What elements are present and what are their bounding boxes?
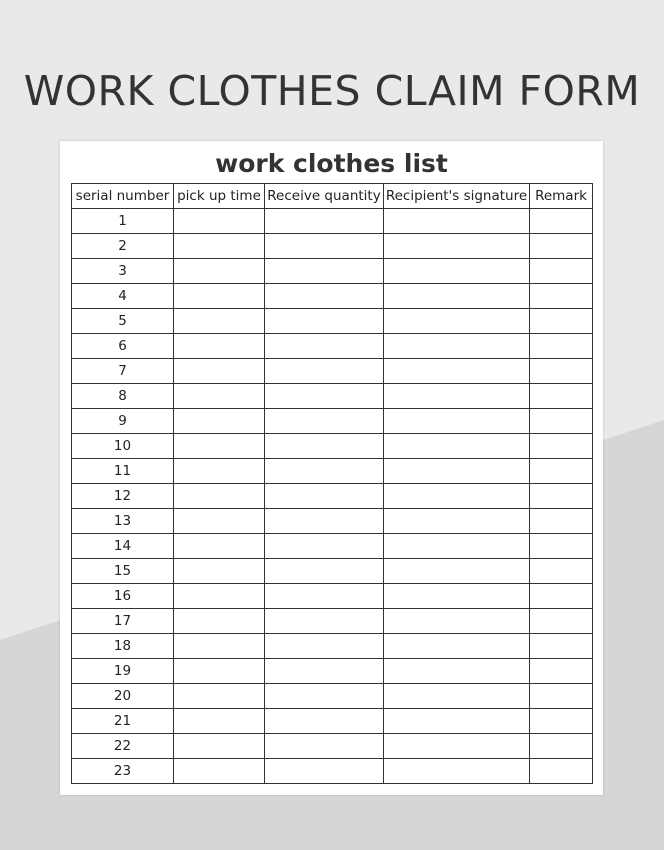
pick-up-time-cell[interactable] bbox=[174, 384, 265, 409]
table-row bbox=[72, 359, 593, 384]
receive-quantity-cell[interactable] bbox=[265, 609, 384, 634]
pick-up-time-cell[interactable] bbox=[174, 709, 265, 734]
remark-cell[interactable] bbox=[530, 684, 593, 709]
table-row bbox=[72, 509, 593, 534]
receive-quantity-cell[interactable] bbox=[265, 434, 384, 459]
table-row bbox=[72, 609, 593, 634]
receive-quantity-cell[interactable] bbox=[265, 334, 384, 359]
remark-cell[interactable] bbox=[530, 434, 593, 459]
remark-cell[interactable] bbox=[530, 359, 593, 384]
receive-quantity-cell[interactable] bbox=[265, 534, 384, 559]
receive-quantity-cell[interactable] bbox=[265, 384, 384, 409]
table-row bbox=[72, 384, 593, 409]
pick-up-time-cell[interactable] bbox=[174, 334, 265, 359]
remark-cell[interactable] bbox=[530, 734, 593, 759]
recipient-signature-cell[interactable] bbox=[384, 609, 530, 634]
receive-quantity-cell[interactable] bbox=[265, 584, 384, 609]
recipient-signature-cell[interactable] bbox=[384, 709, 530, 734]
table-row bbox=[72, 409, 593, 434]
pick-up-time-cell[interactable] bbox=[174, 434, 265, 459]
remark-cell[interactable] bbox=[530, 609, 593, 634]
table-row bbox=[72, 234, 593, 259]
table-header-row bbox=[72, 184, 593, 209]
serial-number-cell: 21 bbox=[72, 709, 174, 734]
serial-number-cell: 19 bbox=[72, 659, 174, 684]
recipient-signature-cell[interactable] bbox=[384, 484, 530, 509]
column-header-serial-number: serial number bbox=[72, 184, 174, 209]
receive-quantity-cell[interactable] bbox=[265, 409, 384, 434]
recipient-signature-cell[interactable] bbox=[384, 659, 530, 684]
receive-quantity-cell[interactable] bbox=[265, 509, 384, 534]
recipient-signature-cell[interactable] bbox=[384, 209, 530, 234]
receive-quantity-cell[interactable] bbox=[265, 259, 384, 284]
serial-number-cell: 2 bbox=[72, 234, 174, 259]
serial-number-cell: 14 bbox=[72, 534, 174, 559]
recipient-signature-cell[interactable] bbox=[384, 384, 530, 409]
receive-quantity-cell[interactable] bbox=[265, 234, 384, 259]
pick-up-time-cell[interactable] bbox=[174, 484, 265, 509]
recipient-signature-cell[interactable] bbox=[384, 259, 530, 284]
remark-cell[interactable] bbox=[530, 384, 593, 409]
serial-number-cell: 3 bbox=[72, 259, 174, 284]
recipient-signature-cell[interactable] bbox=[384, 509, 530, 534]
remark-cell[interactable] bbox=[530, 584, 593, 609]
table-row bbox=[72, 584, 593, 609]
recipient-signature-cell[interactable] bbox=[384, 334, 530, 359]
table-row bbox=[72, 459, 593, 484]
table-row bbox=[72, 284, 593, 309]
remark-cell[interactable] bbox=[530, 409, 593, 434]
table-row bbox=[72, 759, 593, 784]
remark-cell[interactable] bbox=[530, 259, 593, 284]
remark-cell[interactable] bbox=[530, 759, 593, 784]
recipient-signature-cell[interactable] bbox=[384, 309, 530, 334]
serial-number-cell: 15 bbox=[72, 559, 174, 584]
table-body bbox=[72, 209, 593, 784]
table-row bbox=[72, 309, 593, 334]
receive-quantity-cell[interactable] bbox=[265, 559, 384, 584]
recipient-signature-cell[interactable] bbox=[384, 434, 530, 459]
column-header-pick-up-time: pick up time bbox=[174, 184, 265, 209]
remark-cell[interactable] bbox=[530, 234, 593, 259]
recipient-signature-cell[interactable] bbox=[384, 684, 530, 709]
pick-up-time-cell[interactable] bbox=[174, 659, 265, 684]
remark-cell[interactable] bbox=[530, 634, 593, 659]
table-row bbox=[72, 634, 593, 659]
column-header-recipient-signature: Recipient's signature bbox=[384, 184, 530, 209]
serial-number-cell: 10 bbox=[72, 434, 174, 459]
recipient-signature-cell[interactable] bbox=[384, 734, 530, 759]
pick-up-time-cell[interactable] bbox=[174, 284, 265, 309]
table-row bbox=[72, 659, 593, 684]
serial-number-cell: 20 bbox=[72, 684, 174, 709]
table-row bbox=[72, 334, 593, 359]
receive-quantity-cell[interactable] bbox=[265, 759, 384, 784]
receive-quantity-cell[interactable] bbox=[265, 484, 384, 509]
receive-quantity-cell[interactable] bbox=[265, 309, 384, 334]
pick-up-time-cell[interactable] bbox=[174, 609, 265, 634]
serial-number-cell: 5 bbox=[72, 309, 174, 334]
table-row bbox=[72, 559, 593, 584]
serial-number-cell: 4 bbox=[72, 284, 174, 309]
pick-up-time-cell[interactable] bbox=[174, 259, 265, 284]
table-row bbox=[72, 709, 593, 734]
receive-quantity-cell[interactable] bbox=[265, 209, 384, 234]
remark-cell[interactable] bbox=[530, 509, 593, 534]
serial-number-cell: 11 bbox=[72, 459, 174, 484]
remark-cell[interactable] bbox=[530, 459, 593, 484]
serial-number-cell: 12 bbox=[72, 484, 174, 509]
table-row bbox=[72, 734, 593, 759]
recipient-signature-cell[interactable] bbox=[384, 759, 530, 784]
table-row bbox=[72, 434, 593, 459]
pick-up-time-cell[interactable] bbox=[174, 684, 265, 709]
sheet-title: work clothes list bbox=[215, 149, 448, 178]
pick-up-time-cell[interactable] bbox=[174, 759, 265, 784]
serial-number-cell: 16 bbox=[72, 584, 174, 609]
receive-quantity-cell[interactable] bbox=[265, 709, 384, 734]
pick-up-time-cell[interactable] bbox=[174, 209, 265, 234]
table-row bbox=[72, 684, 593, 709]
table-row bbox=[72, 534, 593, 559]
serial-number-cell: 8 bbox=[72, 384, 174, 409]
receive-quantity-cell[interactable] bbox=[265, 634, 384, 659]
remark-cell[interactable] bbox=[530, 659, 593, 684]
serial-number-cell: 7 bbox=[72, 359, 174, 384]
table-row bbox=[72, 484, 593, 509]
pick-up-time-cell[interactable] bbox=[174, 234, 265, 259]
receive-quantity-cell[interactable] bbox=[265, 659, 384, 684]
serial-number-cell: 9 bbox=[72, 409, 174, 434]
receive-quantity-cell[interactable] bbox=[265, 734, 384, 759]
serial-number-cell: 13 bbox=[72, 509, 174, 534]
recipient-signature-cell[interactable] bbox=[384, 584, 530, 609]
pick-up-time-cell[interactable] bbox=[174, 509, 265, 534]
remark-cell[interactable] bbox=[530, 484, 593, 509]
recipient-signature-cell[interactable] bbox=[384, 234, 530, 259]
column-header-receive-quantity: Receive quantity bbox=[265, 184, 384, 209]
remark-cell[interactable] bbox=[530, 534, 593, 559]
page-title: WORK CLOTHES CLAIM FORM bbox=[23, 67, 641, 115]
pick-up-time-cell[interactable] bbox=[174, 634, 265, 659]
serial-number-cell: 23 bbox=[72, 759, 174, 784]
serial-number-cell: 1 bbox=[72, 209, 174, 234]
recipient-signature-cell[interactable] bbox=[384, 634, 530, 659]
column-header-remark: Remark bbox=[530, 184, 593, 209]
pick-up-time-cell[interactable] bbox=[174, 734, 265, 759]
recipient-signature-cell[interactable] bbox=[384, 459, 530, 484]
receive-quantity-cell[interactable] bbox=[265, 359, 384, 384]
pick-up-time-cell[interactable] bbox=[174, 359, 265, 384]
remark-cell[interactable] bbox=[530, 209, 593, 234]
pick-up-time-cell[interactable] bbox=[174, 584, 265, 609]
receive-quantity-cell[interactable] bbox=[265, 459, 384, 484]
recipient-signature-cell[interactable] bbox=[384, 359, 530, 384]
recipient-signature-cell[interactable] bbox=[384, 409, 530, 434]
recipient-signature-cell[interactable] bbox=[384, 284, 530, 309]
recipient-signature-cell[interactable] bbox=[384, 534, 530, 559]
pick-up-time-cell[interactable] bbox=[174, 409, 265, 434]
table-row bbox=[72, 209, 593, 234]
pick-up-time-cell[interactable] bbox=[174, 309, 265, 334]
table-row bbox=[72, 259, 593, 284]
form-sheet bbox=[60, 141, 603, 795]
serial-number-cell: 22 bbox=[72, 734, 174, 759]
remark-cell[interactable] bbox=[530, 309, 593, 334]
claim-table bbox=[71, 183, 593, 784]
recipient-signature-cell[interactable] bbox=[384, 559, 530, 584]
serial-number-cell: 6 bbox=[72, 334, 174, 359]
remark-cell[interactable] bbox=[530, 559, 593, 584]
receive-quantity-cell[interactable] bbox=[265, 684, 384, 709]
remark-cell[interactable] bbox=[530, 709, 593, 734]
receive-quantity-cell[interactable] bbox=[265, 284, 384, 309]
pick-up-time-cell[interactable] bbox=[174, 559, 265, 584]
pick-up-time-cell[interactable] bbox=[174, 534, 265, 559]
serial-number-cell: 17 bbox=[72, 609, 174, 634]
pick-up-time-cell[interactable] bbox=[174, 459, 265, 484]
serial-number-cell: 18 bbox=[72, 634, 174, 659]
remark-cell[interactable] bbox=[530, 334, 593, 359]
remark-cell[interactable] bbox=[530, 284, 593, 309]
